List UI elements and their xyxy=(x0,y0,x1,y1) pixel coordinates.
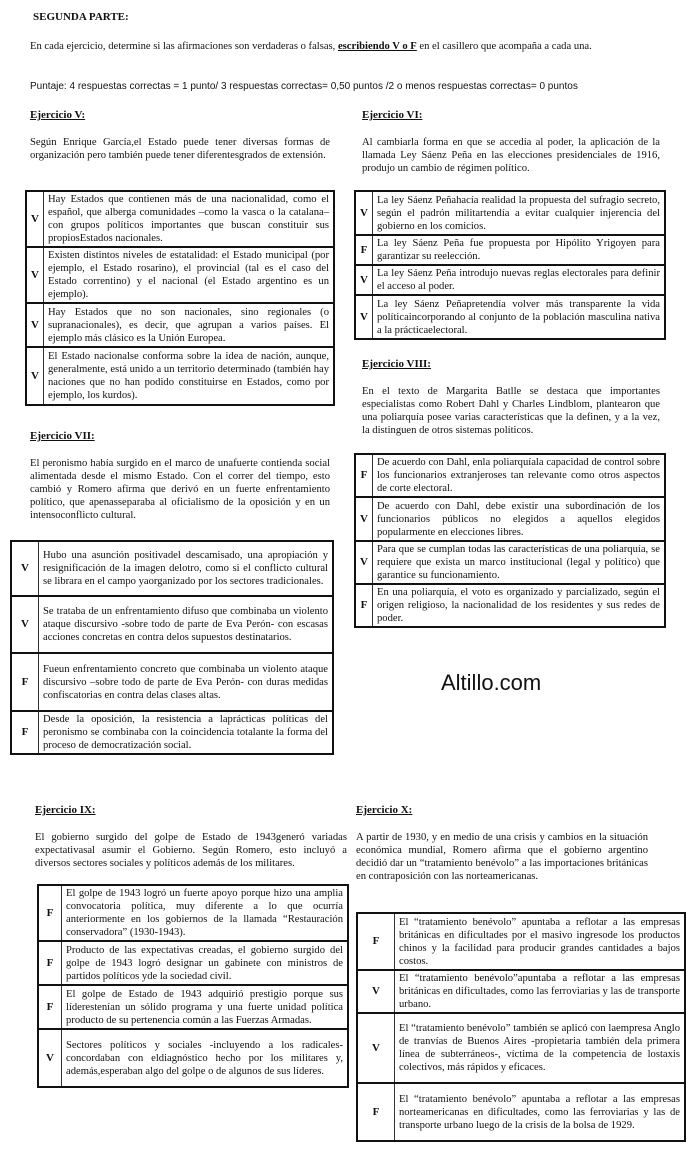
ex5-description: Según Enrique García,el Estado puede tener diversas formas de organización pero también puede tener diferentesgrados de extensión. xyxy=(30,137,330,161)
answer-cell: V xyxy=(11,596,39,653)
ex10-description: A partir de 1930, y en medio de una crisis y cambios en la situación económica mundial, Romero afirma que el gobierno argentino decidió dar un “tratamiento benévolo” a las importaciones británicas en contraposición con las norteamericanas. xyxy=(356,832,648,882)
answer-cell: F xyxy=(11,711,39,754)
answer-cell: V xyxy=(357,1013,395,1083)
answer-cell: V xyxy=(26,247,44,303)
answer-cell: V xyxy=(355,191,373,235)
table-row xyxy=(11,711,333,754)
ex7-title: Ejercicio VII: xyxy=(30,430,95,442)
answer-cell: V xyxy=(11,541,39,596)
table-row xyxy=(11,653,333,711)
table-row xyxy=(355,541,665,584)
scoring-note: Puntaje: 4 respuestas correctas = 1 punto/ 3 respuestas correctas= 0,50 puntos /2 o menos respuestas correctas= 0 puntos xyxy=(30,81,578,92)
statement-cell: La ley Sáenz Peña introdujo nuevas reglas electorales para definir el acceso al poder. xyxy=(373,265,666,295)
table-row xyxy=(355,454,665,497)
ex7-description: El peronismo había surgido en el marco de unafuerte contienda social alimentada desde el mismo Estado. Con el correr del tiempo, esto cambió y Romero afirma que derivó en un fuerte enfrentamiento político, que apenasseparaba al oficialismo de la oposición y en un intensoconflicto cultural. xyxy=(30,458,330,521)
ex6-title: Ejercicio VI: xyxy=(362,109,423,121)
ex5-table xyxy=(25,190,335,406)
instructions-emphasis: escribiendo V o F xyxy=(337,41,417,52)
ex5-title-text: Ejercicio V xyxy=(30,109,82,121)
table-row xyxy=(355,265,665,295)
answer-cell: F xyxy=(11,653,39,711)
ex10-title-text: Ejercicio X xyxy=(356,804,409,816)
ex8-description: En el texto de Margarita Batlle se destaca que importantes especialistas como Robert Dahl y Charles Lindblom, plantearon que una poliarquía posee varias características que la definen, y a la vez, la distinguen de otros sistemas políticos. xyxy=(362,386,660,436)
answer-cell: F xyxy=(355,584,373,627)
statement-cell: Fueun enfrentamiento concreto que combinaba un violento ataque discursivo –sobre todo de parte de Eva Perón- con duras medidas confiscatorias en contra delas clases altas. xyxy=(39,653,334,711)
statement-cell: Hubo una asunción positivadel descamisado, una apropiación y resignificación de la imagen delotro, como si el conflicto cultural se librara en el campo yaorganizado por los sectores tradicionales. xyxy=(39,541,334,596)
statement-cell: De acuerdo con Dahl, debe existir una subordinación de los funcionarios públicos no elegidos a aquellos elegidos popularmente en elecciones libres. xyxy=(373,497,666,541)
answer-cell: F xyxy=(357,913,395,970)
statement-cell: Sectores políticos y sociales -incluyendo a los radicales- concordaban con eldiagnóstico hecho por los militares y, además,esperaban algo del golpe o de algunos de sus líderes. xyxy=(62,1029,349,1087)
ex8-title-text: Ejercicio VIII xyxy=(362,358,428,370)
answer-cell: V xyxy=(355,265,373,295)
ex9-table xyxy=(37,884,349,1088)
statement-cell: El Estado nacionalse conforma sobre la idea de nación, aunque, generalmente, está unido a un territorio determinado (también hay naciones que no han podido constituirse en Estados, como por ejemplo, los kurdos). xyxy=(44,347,335,405)
instructions-part-a: En cada ejercicio, determine si las afirmaciones son verdaderas o falsas, xyxy=(30,41,338,52)
answer-cell: V xyxy=(26,347,44,405)
table-row xyxy=(11,541,333,596)
ex8-title: Ejercicio VIII: xyxy=(362,358,431,370)
table-row xyxy=(357,913,685,970)
table-row xyxy=(26,247,334,303)
statement-cell: La ley Sáenz Peñahacía realidad la propuesta del sufragio secreto, según el padrón militartendía a evitar cualquier injerencia del gobierno en los comicios. xyxy=(373,191,666,235)
answer-cell: V xyxy=(38,1029,62,1087)
statement-cell: Para que se cumplan todas las características de una poliarquía, se requiere que exista un marco institucional (legal y político) que garantice su funcionamiento. xyxy=(373,541,666,584)
statement-cell: El “tratamiento benévolo” apuntaba a reflotar a las empresas británicas en dificultades por el masivo ingresode los productos chinos y la facilidad para producir grandes cantidades a bajos costos. xyxy=(395,913,686,970)
table-row xyxy=(38,885,348,941)
table-row xyxy=(357,1013,685,1083)
ex10-title: Ejercicio X: xyxy=(356,804,413,816)
table-row xyxy=(355,295,665,339)
answer-cell: V xyxy=(26,303,44,347)
answer-cell: V xyxy=(355,497,373,541)
answer-cell: F xyxy=(38,885,62,941)
table-row xyxy=(26,347,334,405)
statement-cell: El “tratamiento benévolo” apuntaba a reflotar a las empresas norteamericanas en dificultades, como las ferroviarias y las de transporte urbano luego de la crisis de la bolsa de 1929. xyxy=(395,1083,686,1141)
statement-cell: El golpe de 1943 logró un fuerte apoyo porque hizo una amplia convocatoria política, muy diferente a lo que ocurría anteriormente en los gobiernos de la llamada “Restauración conservadora” (1930-1943). xyxy=(62,885,349,941)
ex6-title-text: Ejercicio VI xyxy=(362,109,419,121)
ex7-table xyxy=(10,540,334,755)
table-row xyxy=(26,303,334,347)
ex6-table xyxy=(354,190,666,340)
table-row xyxy=(357,970,685,1013)
answer-cell: V xyxy=(355,295,373,339)
ex9-title: Ejercicio IX: xyxy=(35,804,96,816)
table-row xyxy=(355,497,665,541)
answer-cell: F xyxy=(38,941,62,985)
statement-cell: La ley Sáenz Peña fue propuesta por Hipólito Yrigoyen para garantizar su reelección. xyxy=(373,235,666,265)
ex10-table xyxy=(356,912,686,1142)
table-row xyxy=(357,1083,685,1141)
statement-cell: Producto de las expectativas creadas, el gobierno surgido del golpe de 1943 logró designar un gabinete con ministros de partidos políticos yde la sociedad civil. xyxy=(62,941,349,985)
statement-cell: El “tratamiento benévolo”apuntaba a reflotar a las empresas británicas en dificultades, como las ferroviarias y las de transporte urbano. xyxy=(395,970,686,1013)
instructions xyxy=(30,40,670,53)
table-row xyxy=(26,191,334,247)
ex9-title-text: Ejercicio IX xyxy=(35,804,92,816)
answer-cell: F xyxy=(355,235,373,265)
statement-cell: Hay Estados que contienen más de una nacionalidad, como el español, que alberga comunidades –como la vasca o la catalana– con grupos políticos importantes que buscan constituir sus propiosEstados nacionales. xyxy=(44,191,335,247)
table-row xyxy=(11,596,333,653)
statement-cell: De acuerdo con Dahl, enla poliarquíala capacidad de control sobre los funcionarios extranjeroses tan relevante como otros aspectos de corte electoral. xyxy=(373,454,666,497)
table-row xyxy=(38,985,348,1029)
page-heading: SEGUNDA PARTE: xyxy=(33,11,129,23)
statement-cell: Desde la oposición, la resistencia a laprácticas políticas del peronismo se combinaba con la coincidencia totalante la forma del proceso de democratización social. xyxy=(39,711,334,754)
ex7-title-text: Ejercicio VII xyxy=(30,430,91,442)
statement-cell: En una poliarquía, el voto es organizado y parcializado, según el origen religioso, la nacionalidad de los residentes y sus redes de poder. xyxy=(373,584,666,627)
ex8-table xyxy=(354,453,666,628)
site-logo: Altillo.com xyxy=(441,670,542,695)
ex9-description: El gobierno surgido del golpe de Estado de 1943generó variadas expectativasal asumir el Gobierno. Según Romero, esto incluyó a diversos sectores sociales y políticos además de los militares. xyxy=(35,832,347,869)
answer-cell: F xyxy=(38,985,62,1029)
table-row xyxy=(38,941,348,985)
table-row xyxy=(355,235,665,265)
instructions-part-c: en el casillero que acompaña a cada una. xyxy=(416,41,592,52)
ex6-description: Al cambiarla forma en que se accedía al poder, la aplicación de la llamada Ley Sáenz Peña en las elecciones presidenciales de 1916, produjo un cambio de régimen político. xyxy=(362,137,660,174)
answer-cell: V xyxy=(355,541,373,584)
answer-cell: F xyxy=(355,454,373,497)
answer-cell: F xyxy=(357,1083,395,1141)
statement-cell: Se trataba de un enfrentamiento difuso que combinaba un violento ataque discursivo -sobre todo de parte de Eva Perón- con escasas acciones concretas en contra delos supuestos destinatarios. xyxy=(39,596,334,653)
statement-cell: La ley Sáenz Peñapretendía volver más transparente la vida políticaincorporando al conjunto de la población masculina nativa a la prácticaelectoral. xyxy=(373,295,666,339)
table-row xyxy=(355,584,665,627)
statement-cell: Existen distintos niveles de estatalidad: el Estado municipal (por ejemplo, el Estado rosarino), el provincial (tal es el caso del Estado correntino) y el nacional (el Estado argentino es un ejemplo). xyxy=(44,247,335,303)
answer-cell: V xyxy=(357,970,395,1013)
statement-cell: Hay Estados que no son nacionales, sino regionales (o supranacionales), es decir, que agrupan a varios países. El ejemplo más clásico es la Unión Europea. xyxy=(44,303,335,347)
answer-cell: V xyxy=(26,191,44,247)
statement-cell: El golpe de Estado de 1943 adquirió prestigio porque sus líderestenían un sólido programa y una fuerte unidad política producto de su pertenencia común a las Fuerzas Armadas. xyxy=(62,985,349,1029)
table-row xyxy=(38,1029,348,1087)
table-row xyxy=(355,191,665,235)
statement-cell: El “tratamiento benévolo” también se aplicó con laempresa Anglo de tranvías de Buenos Aires -propietaria también dela primera línea de subterráneos-, víctima de la competencia de lostaxis colectivos, más rápidos y eficaces. xyxy=(395,1013,686,1083)
ex5-title: Ejercicio V: xyxy=(30,109,86,121)
